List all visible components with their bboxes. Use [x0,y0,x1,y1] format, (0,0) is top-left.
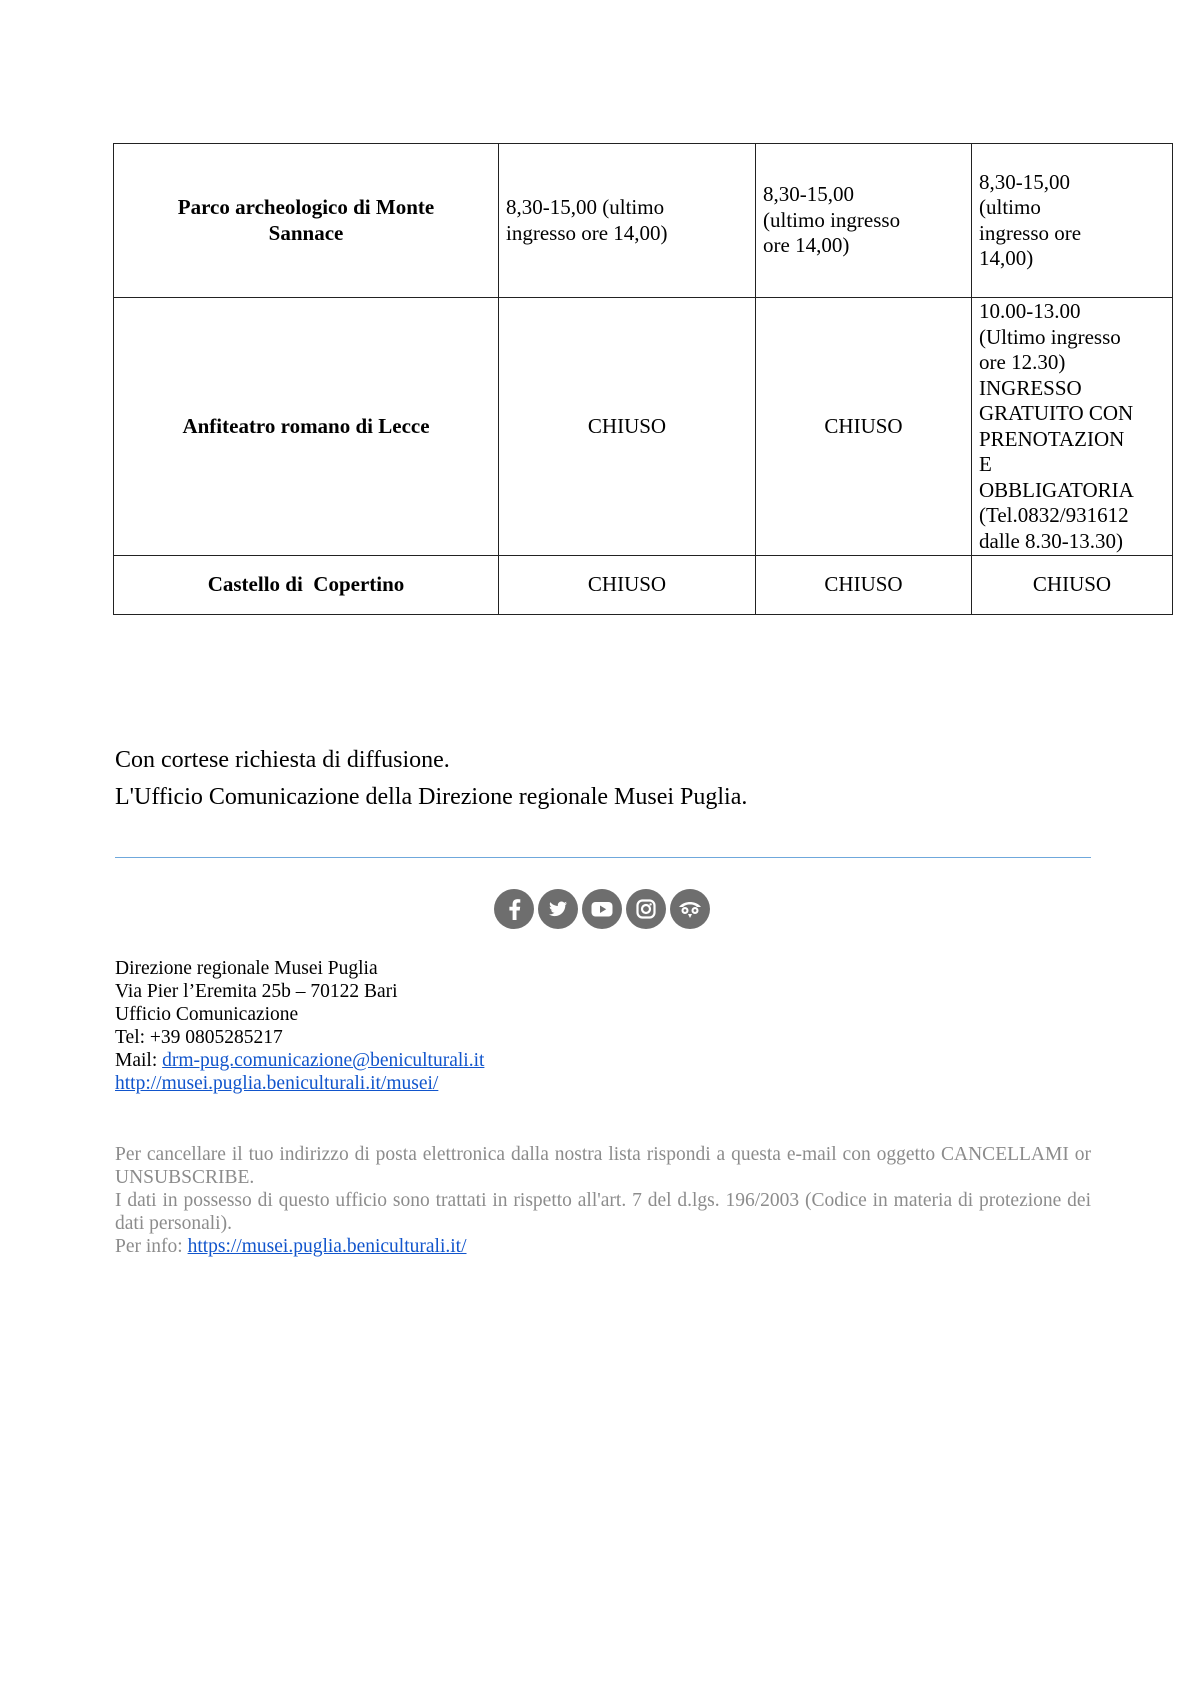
instagram-icon[interactable] [626,889,666,929]
privacy-notice: I dati in possesso di questo ufficio sono trattati in rispetto all'art. 7 del d.lgs. 196/2003 (Codice in materia di protezione dei dati personali). [115,1190,1091,1234]
table-row [114,144,1173,298]
contact-block [115,957,484,1095]
hours-cell: 10.00-13.00 (Ultimo ingresso ore 12.30) INGRESSO GRATUITO CON PRENOTAZION E OBBLIGATORIA (Tel.0832/931612 dalle 8.30-13.30) [972,298,1173,556]
site-name: Castello di Copertino [114,556,499,615]
opening-hours-table [113,143,1173,615]
info-link[interactable]: https://musei.puglia.beniculturali.it/ [187,1236,467,1257]
info-line [115,1235,1091,1258]
organization-name: Direzione regionale Musei Puglia [115,958,378,979]
closing-message [115,742,747,816]
email-link[interactable]: drm-pug.comunicazione@beniculturali.it [162,1050,485,1071]
office-name: Ufficio Comunicazione [115,1004,299,1025]
twitter-icon[interactable] [538,889,578,929]
footer-notice [115,1143,1091,1258]
table-row [114,298,1173,556]
mail-label: Mail: [115,1050,163,1071]
hours-cell: CHIUSO [499,298,756,556]
facebook-icon[interactable] [494,889,534,929]
hours-cell: 8,30-15,00 (ultimo ingresso ore 14,00) [972,144,1173,298]
hours-cell: 8,30-15,00 (ultimo ingresso ore 14,00) [499,144,756,298]
hours-cell: CHIUSO [756,298,972,556]
info-label: Per info: [115,1236,188,1257]
hours-cell: CHIUSO [499,556,756,615]
divider [115,857,1091,858]
social-links [494,889,710,929]
site-name: Parco archeologico di Monte Sannace [114,144,499,298]
website-line [115,1072,484,1095]
hours-cell: 8,30-15,00 (ultimo ingresso ore 14,00) [756,144,972,298]
closing-line: Con cortese richiesta di diffusione. [115,747,450,773]
tripadvisor-icon[interactable] [670,889,710,929]
address: Via Pier l’Eremita 25b – 70122 Bari [115,981,398,1002]
table-row [114,556,1173,615]
site-name: Anfiteatro romano di Lecce [114,298,499,556]
mail-line [115,1049,484,1072]
hours-cell: CHIUSO [972,556,1173,615]
website-link[interactable]: http://musei.puglia.beniculturali.it/musei/ [115,1073,439,1094]
hours-cell: CHIUSO [756,556,972,615]
youtube-icon[interactable] [582,889,622,929]
closing-signature: L'Ufficio Comunicazione della Direzione regionale Musei Puglia. [115,784,748,810]
unsubscribe-notice: Per cancellare il tuo indirizzo di posta elettronica dalla nostra lista rispondi a questa e-mail con oggetto CANCELLAMI or UNSUBSCRIBE. [115,1144,1091,1188]
telephone: Tel: +39 0805285217 [115,1027,283,1048]
